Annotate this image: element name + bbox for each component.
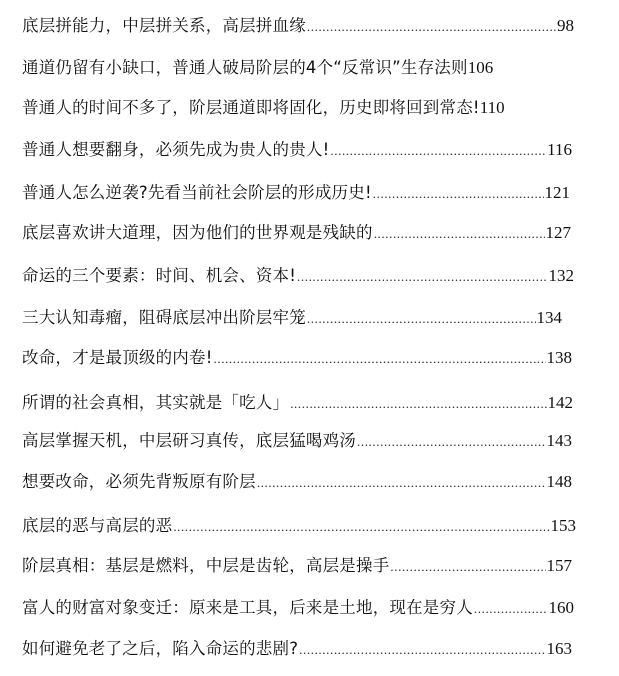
toc-page-number: 134 <box>536 308 562 327</box>
toc-entry[interactable] <box>22 265 574 287</box>
toc-page-number: 142 <box>547 393 573 412</box>
toc-entry-title: 底层喜欢讲大道理，因为他们的世界观是残缺的 <box>22 223 373 242</box>
toc-entry[interactable] <box>22 222 571 244</box>
toc-entry[interactable] <box>22 97 582 119</box>
toc-dot-leader <box>374 223 545 245</box>
toc-entry-title: 三大认知毒瘤，阻碍底层冲出阶层牢笼 <box>22 308 306 327</box>
toc-dot-leader <box>214 348 546 370</box>
toc-entry-title: 阶层真相：基层是燃料，中层是齿轮，高层是操手 <box>22 556 390 575</box>
toc-entry-title: 如何避免老了之后，陷入命运的悲剧? <box>22 639 299 658</box>
toc-entry[interactable] <box>22 57 602 79</box>
toc-entry-title: 富人的财富对象变迁：原来是工具，后来是土地，现在是穷人 <box>22 598 473 617</box>
toc-page-number: 157 <box>546 556 572 575</box>
toc-entry[interactable] <box>22 139 572 161</box>
toc-dot-leader <box>474 598 548 620</box>
toc-entry-title: 想要改命，必须先背叛原有阶层 <box>22 472 256 491</box>
toc-dot-leader <box>357 431 546 453</box>
toc-dot-leader <box>390 556 545 578</box>
toc-page-number: 121 <box>544 183 570 202</box>
toc-entry-title: 普通人怎么逆袭?先看当前社会阶层的形成历史! <box>22 183 372 202</box>
toc-page-number: 127 <box>545 223 571 242</box>
toc-dot-leader <box>290 393 546 415</box>
toc-page-number: 110 <box>479 98 505 117</box>
toc-entry[interactable] <box>22 15 574 37</box>
toc-entry-title: 普通人的时间不多了，阶层通道即将固化，历史即将回到常态! <box>22 98 480 117</box>
toc-entry[interactable] <box>22 555 572 577</box>
toc-page-number: 163 <box>546 639 572 658</box>
toc-page-number: 116 <box>547 140 572 159</box>
toc-page-number: 98 <box>557 16 574 35</box>
toc-entry[interactable] <box>22 515 576 537</box>
toc-dot-leader <box>307 16 556 38</box>
toc-page-number: 132 <box>548 266 574 285</box>
toc-entry-title: 命运的三个要素：时间、机会、资本! <box>22 266 297 285</box>
toc-entry[interactable] <box>22 471 572 493</box>
toc-dot-leader <box>173 516 549 538</box>
toc-dot-leader <box>257 472 546 494</box>
toc-page-number: 160 <box>548 598 574 617</box>
toc-page-number: 106 <box>467 58 494 77</box>
toc-entry-title: 所谓的社会真相，其实就是「吃人」 <box>22 393 290 412</box>
toc-dot-leader <box>373 183 544 205</box>
toc-entry-title: 通道仍留有小缺口，普通人破局阶层的4个“反常识”生存法则 <box>22 58 468 77</box>
toc-page-number: 153 <box>550 516 576 535</box>
toc-page-number: 148 <box>546 472 572 491</box>
toc-page-number: 143 <box>546 431 572 450</box>
toc-entry[interactable] <box>22 430 572 452</box>
toc-entry-title: 底层的恶与高层的恶 <box>22 516 173 535</box>
toc-page-number: 138 <box>546 348 572 367</box>
toc-entry[interactable] <box>22 307 562 329</box>
toc-dot-leader <box>299 639 545 661</box>
toc-entry[interactable] <box>22 597 574 619</box>
toc-entry[interactable] <box>22 182 570 204</box>
toc-entry-title: 普通人想要翻身，必须先成为贵人的贵人! <box>22 140 330 159</box>
toc-entry[interactable] <box>22 638 572 660</box>
toc-dot-leader <box>330 140 546 162</box>
toc-dot-leader <box>297 266 547 288</box>
toc-entry[interactable] <box>22 347 572 369</box>
toc-entry-title: 底层拼能力，中层拼关系，高层拼血缘 <box>22 16 306 35</box>
toc-entry-title: 高层掌握天机，中层研习真传，底层猛喝鸡汤 <box>22 431 356 450</box>
toc-entry-title: 改命，才是最顶级的内卷! <box>22 348 213 367</box>
toc-entry[interactable] <box>22 392 573 414</box>
toc-dot-leader <box>307 308 536 330</box>
